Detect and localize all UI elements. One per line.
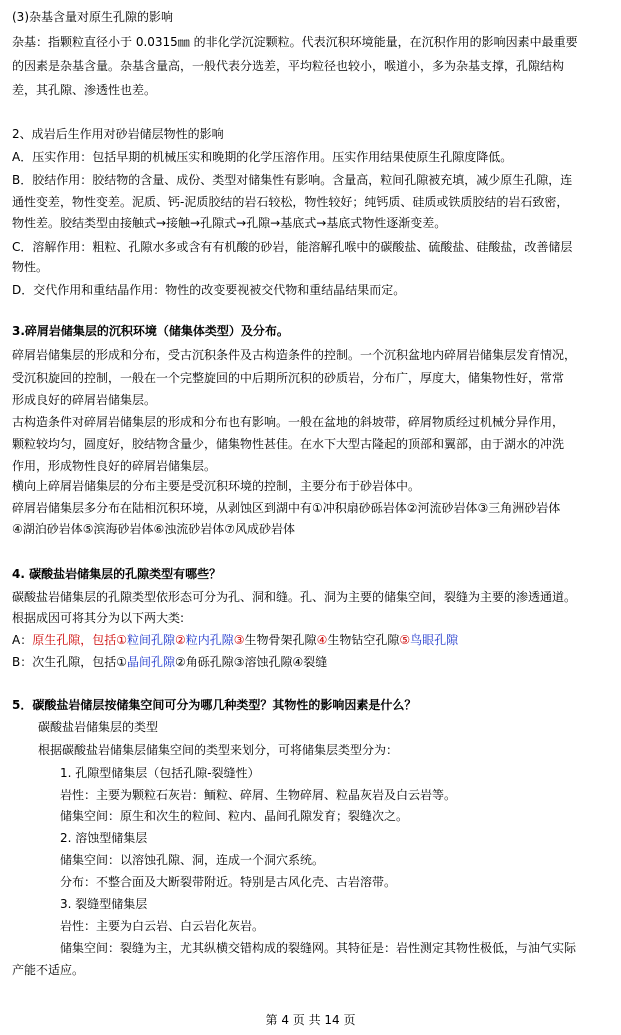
plain-text: 生物钻空孔隙: [327, 633, 400, 647]
list-item-detail: 储集空间：裂缝为主，尤其纵横交错构成的裂缝网。其特征是：岩性测定其物性极低，与油气实际: [60, 941, 577, 955]
page-footer: 第 4 页 共 14 页: [265, 1013, 356, 1027]
paragraph-line: 横向上碎屑岩储集层的分布主要是受沉积环境的控制，主要分布于砂岩体中。: [12, 479, 421, 493]
plain-text: ②角砾孔隙③溶蚀孔隙④裂缝: [175, 655, 328, 669]
paragraph-line: D．交代作用和重结晶作用：物性的改变要视被交代物和重结晶结果而定。: [12, 283, 406, 297]
question-heading: 2、成岩后生作用对砂岩储层物性的影响: [12, 127, 224, 141]
blue-text: 粒间孔隙: [126, 633, 175, 647]
paragraph-line: 颗粒较均匀，圆度好，胶结物含量少，储集物性甚佳。在水下大型古隆起的顶部和翼部，由于湖水的冲洗: [12, 437, 565, 451]
red-text: ④: [316, 633, 328, 647]
paragraph-line: 物性。: [12, 260, 49, 274]
list-item-detail: 分布：不整合面及大断裂带附近。特别是古风化壳、古岩溶带。: [60, 875, 397, 889]
list-item-detail: 储集空间：以溶蚀孔隙、洞，连成一个洞穴系统。: [60, 853, 325, 867]
blue-text: 鸟眼孔隙: [410, 633, 459, 647]
paragraph-line: 碎屑岩储集层多分布在陆相沉积环境，从剥蚀区到湖中有①冲积扇砂砾岩体②河流砂岩体③三角洲砂岩体: [12, 501, 561, 515]
paragraph-line: 通性变差，物性变差。泥质、钙-泥质胶结的岩石较松，物性较好；纯钙质、硅质或铁质胶结的岩石致密，: [12, 195, 569, 209]
pore-type-line-a: [12, 632, 458, 648]
list-item-detail: 产能不适应。: [12, 963, 85, 977]
list-item-heading: 1. 孔隙型储集层（包括孔隙-裂缝性）: [60, 766, 260, 780]
section-heading: (3)杂基含量对原生孔隙的影响: [12, 10, 173, 24]
plain-text: 次生孔隙，包括①: [32, 655, 127, 669]
paragraph-line: 的因素是杂基含量。杂基含量高，一般代表分选差，平均粒径也较小，喉道小，多为杂基支撑，孔隙结构: [12, 59, 565, 73]
paragraph-line: 受沉积旋回的控制，一般在一个完整旋回的中后期所沉积的砂质岩，分布广，厚度大，储集物性好，常常: [12, 371, 565, 385]
paragraph-line: C．溶解作用：粗粒、孔隙水多或含有有机酸的砂岩，能溶解孔喉中的碳酸盐、硫酸盐、硅酸盐，改善储层: [12, 240, 573, 254]
paragraph-line: 物性差。胶结类型由接触式→接触→孔隙式→孔隙→基底式→基底式物性逐渐变差。: [12, 216, 447, 230]
paragraph-line: ④湖泊砂岩体⑤滨海砂岩体⑥浊流砂岩体⑦风成砂岩体: [12, 522, 296, 536]
list-item-heading: 2. 溶蚀型储集层: [60, 831, 148, 845]
list-item-detail: 岩性：主要为白云岩、白云岩化灰岩。: [60, 919, 265, 933]
paragraph-line: A．压实作用：包括早期的机械压实和晚期的化学压溶作用。压实作用结果使原生孔隙度降低。: [12, 150, 513, 164]
question-heading: 3.碎屑岩储集层的沉积环境（储集体类型）及分布。: [12, 324, 289, 338]
red-text: ③: [233, 633, 245, 647]
blue-text: 晶间孔隙: [127, 655, 176, 669]
list-item-detail: 储集空间：原生和次生的粒间、粒内、晶间孔隙发育；裂缝次之。: [60, 809, 409, 823]
plain-text: 生物骨架孔隙: [244, 633, 317, 647]
pore-type-line-b: [12, 654, 327, 670]
red-text: ⑤: [399, 633, 411, 647]
paragraph-line: 差，其孔隙、渗透性也差。: [12, 83, 157, 97]
paragraph-line: B．胶结作用：胶结物的含量、成份、类型对储集性有影响。含量高，粒间孔隙被充填，减少原生孔隙，连: [12, 173, 573, 187]
paragraph-line: 根据碳酸盐岩储集层储集空间的类型来划分，可将储集层类型分为：: [38, 743, 399, 757]
list-item-heading: 3. 裂缝型储集层: [60, 897, 148, 911]
paragraph-line: 根据成因可将其分为以下两大类:: [12, 611, 185, 625]
item-lead: B：: [12, 655, 33, 669]
blue-text: 粒内孔隙: [185, 633, 234, 647]
question-heading: 5．碳酸盐岩储层按储集空间可分为哪几种类型？其物性的影响因素是什么？: [12, 698, 417, 712]
paragraph-line: 碎屑岩储集层的形成和分布，受古沉积条件及古构造条件的控制。一个沉积盆地内碎屑岩储集层发育情况，: [12, 348, 577, 362]
paragraph-line: 古构造条件对碎屑岩储集层的形成和分布也有影响。一般在盆地的斜坡带，碎屑物质经过机械分异作用，: [12, 415, 565, 429]
red-text: ②: [175, 633, 186, 647]
paragraph-line: 杂基：指颗粒直径小于 0.0315㎜ 的非化学沉淀颗粒。代表沉积环境能量，在沉积作用的影响因素中最重要: [12, 35, 578, 49]
paragraph-line: 形成良好的碎屑岩储集层。: [12, 393, 157, 407]
paragraph-line: 作用，形成物性良好的碎屑岩储集层。: [12, 459, 217, 473]
list-item-detail: 岩性：主要为颗粒石灰岩：鲕粒、碎屑、生物碎屑、粒晶灰岩及白云岩等。: [60, 788, 457, 802]
item-lead: A：: [12, 633, 33, 647]
subheading: 碳酸盐岩储集层的类型: [38, 720, 159, 734]
question-heading: 4. 碳酸盐岩储集层的孔隙类型有哪些？: [12, 567, 222, 581]
paragraph-line: 碳酸盐岩储集层的孔隙类型依形态可分为孔、洞和缝。孔、洞为主要的储集空间，裂缝为主要的渗透通道。: [12, 590, 577, 604]
red-text: 原生孔隙，包括①: [32, 633, 127, 647]
